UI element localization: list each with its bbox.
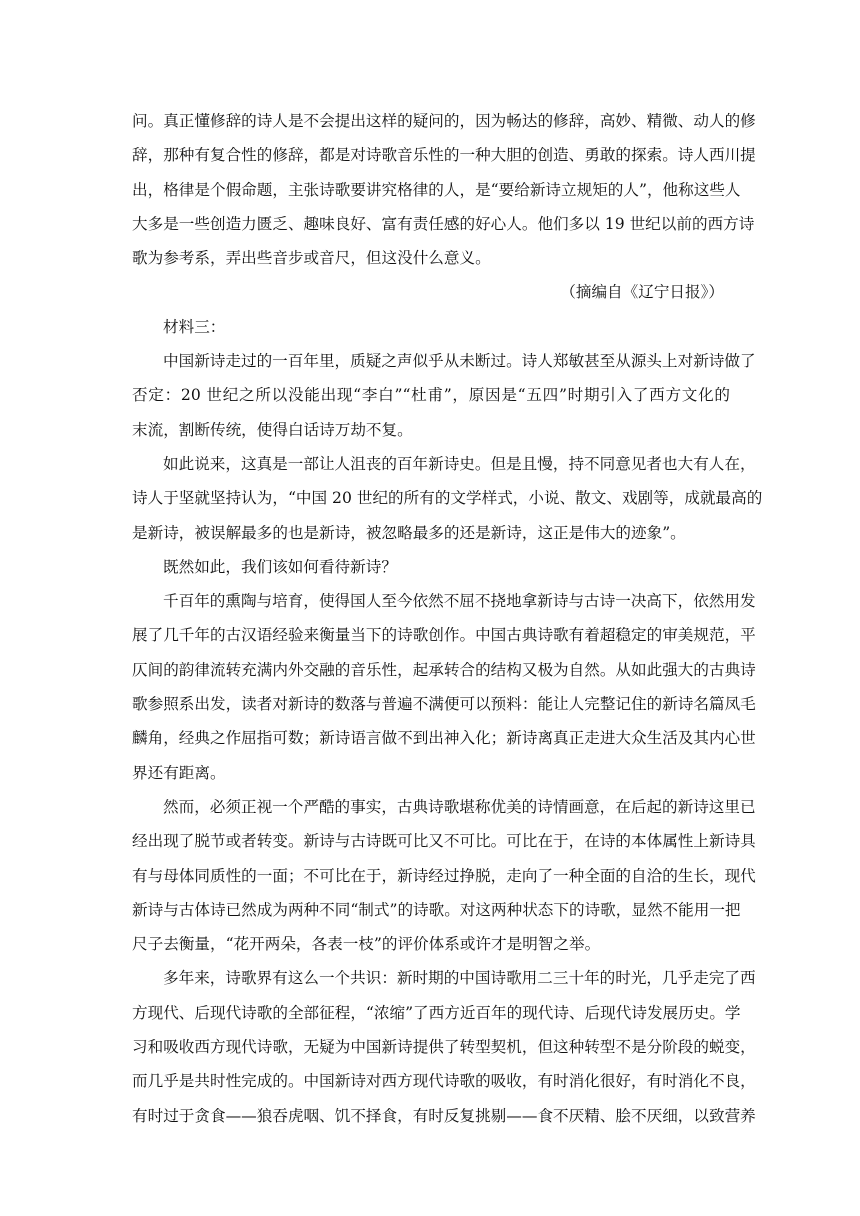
text-line: 而几乎是共时性完成的。中国新诗对西方现代诗歌的吸收，有时消化很好，有时消化不良， — [132, 1072, 756, 1091]
text-line: 大多是一些创造力匮乏、趣味良好、富有责任感的好心人。他们多以 19 世纪以前的西方诗 — [132, 214, 755, 233]
text-line: 否定：20 世纪之所以没能出现“李白”“杜甫”，原因是“五四”时期引入了西方文化的 — [132, 386, 730, 405]
document-body — [132, 104, 763, 1133]
section-heading: 材料三： — [163, 317, 226, 336]
text-line: 仄间的韵律流转充满内外交融的音乐性，起承转合的结构又极为自然。从如此强大的古典诗 — [132, 660, 756, 679]
paragraph-first-line: 多年来，诗歌界有这么一个共识：新时期的中国诗歌用二三十年的时光，几乎走完了西 — [163, 969, 756, 988]
paragraph-first-line: 千百年的熏陶与培育，使得国人至今依然不屈不挠地拿新诗与古诗一决高下，依然用发 — [163, 592, 756, 611]
paragraph-question: 既然如此，我们该如何看待新诗？ — [163, 557, 397, 576]
text-line: 展了几千年的古汉语经验来衡量当下的诗歌创作。中国古典诗歌有着超稳定的审美规范，平 — [132, 626, 756, 645]
text-line: 尺子去衡量，“花开两朵，各表一枝”的评价体系或许才是明智之举。 — [132, 935, 601, 954]
text-line: 习和吸收西方现代诗歌，无疑为中国新诗提供了转型契机，但这种转型不是分阶段的蜕变， — [132, 1038, 756, 1057]
text-line: 经出现了脱节或者转变。新诗与古诗既可比又不可比。可比在于，在诗的本体属性上新诗具 — [132, 832, 756, 851]
text-line: 歌参照系出发，读者对新诗的数落与普遍不满便可以预料：能让人完整记住的新诗名篇凤毛 — [132, 695, 756, 714]
text-line: 辞，那种有复合性的修辞，都是对诗歌音乐性的一种大胆的创造、勇敢的探索。诗人西川提 — [132, 146, 756, 165]
text-line: 新诗与古体诗已然成为两种不同“制式”的诗歌。对这两种状态下的诗歌，显然不能用一把 — [132, 900, 741, 919]
text-line: 有与母体同质性的一面；不可比在于，新诗经过挣脱，走向了一种全面的自洽的生长，现代 — [132, 866, 756, 885]
source-citation: （摘编自《辽宁日报》） — [560, 283, 724, 302]
paragraph-first-line: 如此说来，这真是一部让人沮丧的百年新诗史。但是且慢，持不同意见者也大有人在， — [163, 454, 756, 473]
text-line: 有时过于贪食——狼吞虎咽、饥不择食，有时反复挑剔——食不厌精、脍不厌细，以致营养 — [132, 1106, 756, 1125]
paragraph-first-line: 中国新诗走过的一百年里，质疑之声似乎从未断过。诗人郑敏甚至从源头上对新诗做了 — [163, 352, 756, 371]
text-line: 是新诗，被误解最多的也是新诗，被忽略最多的还是新诗，这正是伟大的迹象”。 — [132, 523, 686, 542]
text-line: 诗人于坚就坚持认为，“中国 20 世纪的所有的文学样式，小说、散文、戏剧等，成就最高的 — [132, 489, 763, 508]
text-line: 出，格律是个假命题，主张诗歌要讲究格律的人，是“要给新诗立规矩的人”，他称这些人 — [132, 180, 741, 199]
text-line: 问。真正懂修辞的诗人是不会提出这样的疑问的，因为畅达的修辞，高妙、精微、动人的修 — [132, 112, 756, 130]
text-line: 歌为参考系，弄出些音步或音尺，但这没什么意义。 — [132, 249, 491, 268]
text-line: 方现代、后现代诗歌的全部征程，“浓缩”了西方近百年的现代诗、后现代诗发展历史。学 — [132, 1003, 741, 1022]
text-line: 麟角，经典之作屈指可数；新诗语言做不到出神入化；新诗离真正走进大众生活及其内心世 — [132, 729, 756, 748]
text-line: 界还有距离。 — [132, 763, 226, 782]
text-line: 末流，割断传统，使得白话诗万劫不复。 — [132, 420, 413, 439]
paragraph-first-line: 然而，必须正视一个严酷的事实，古典诗歌堪称优美的诗情画意，在后起的新诗这里已 — [163, 797, 756, 816]
